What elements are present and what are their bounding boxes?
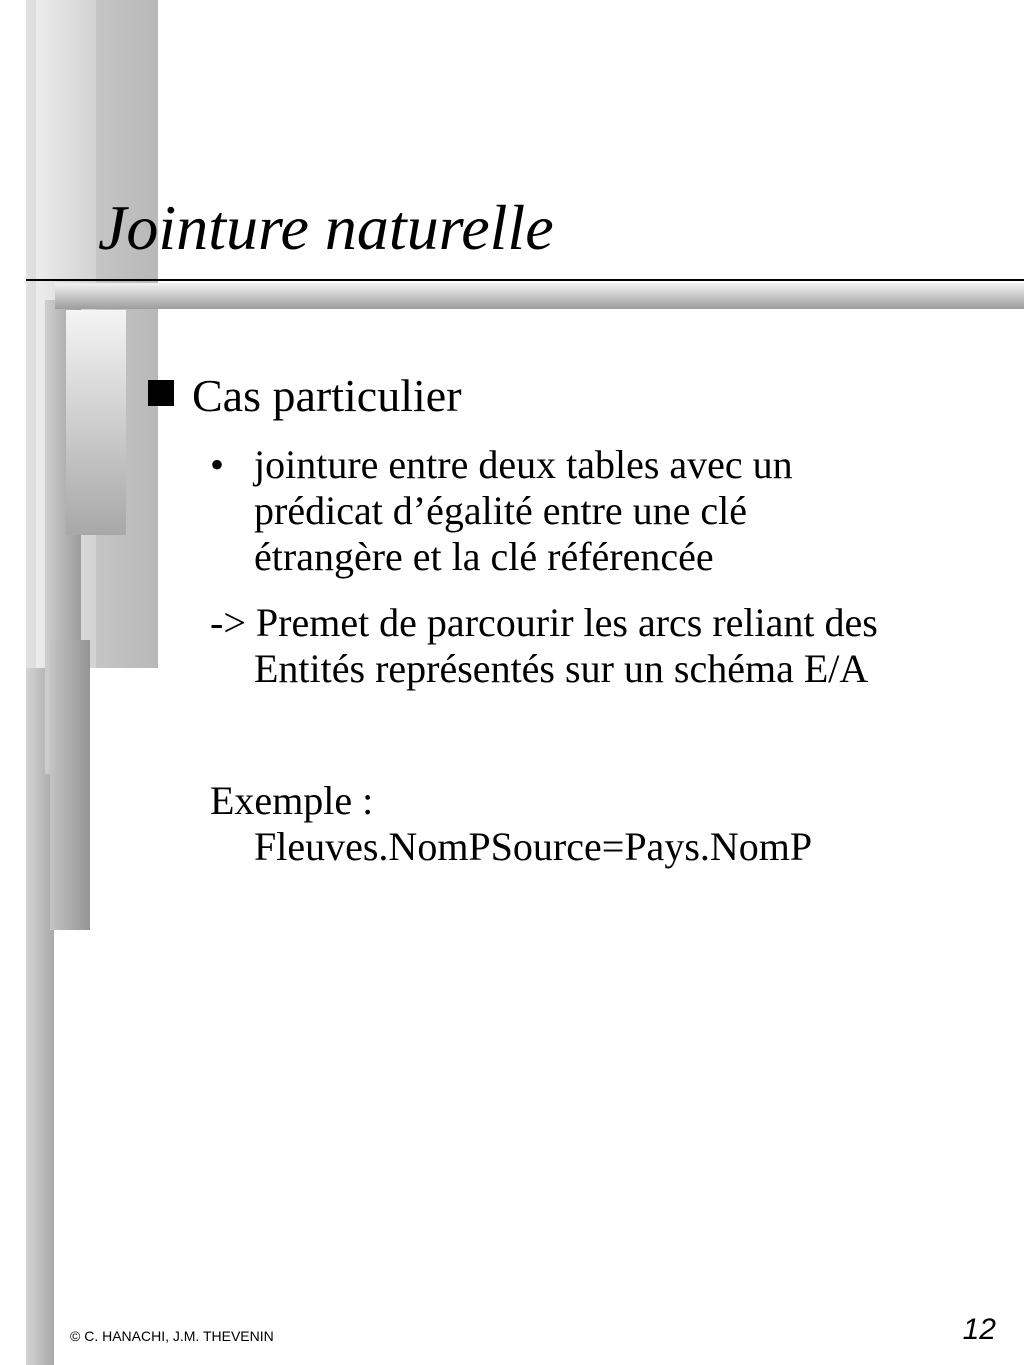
- example-label: Exemple :: [210, 778, 374, 823]
- title-divider-line: [26, 279, 1024, 281]
- bullet-line-1: jointure entre deux tables avec un: [254, 442, 793, 487]
- arrow-line-1: -> Premet de parcourir les arcs reliant des: [210, 600, 878, 645]
- page-number: 12: [962, 1313, 996, 1346]
- slide-title: Jointure naturelle: [98, 192, 554, 263]
- decor-bar-lower: [50, 640, 90, 930]
- title-divider-band: [55, 283, 1024, 309]
- square-bullet-icon: [148, 380, 174, 406]
- footer-copyright: © C. HANACHI, J.M. THEVENIN: [70, 1328, 274, 1344]
- bullet-dot-icon: •: [210, 442, 225, 487]
- decor-bar-light: [66, 310, 126, 535]
- arrow-line-2: Entités représentés sur un schéma E/A: [254, 646, 869, 691]
- heading-item: [148, 368, 462, 424]
- heading-text: Cas particulier: [192, 370, 462, 421]
- bullet-line-2: prédicat d’égalité entre une clé: [254, 488, 748, 533]
- example-value: Fleuves.NomPSource=Pays.NomP: [254, 824, 813, 869]
- bullet-line-3: étrangère et la clé référencée: [254, 534, 714, 579]
